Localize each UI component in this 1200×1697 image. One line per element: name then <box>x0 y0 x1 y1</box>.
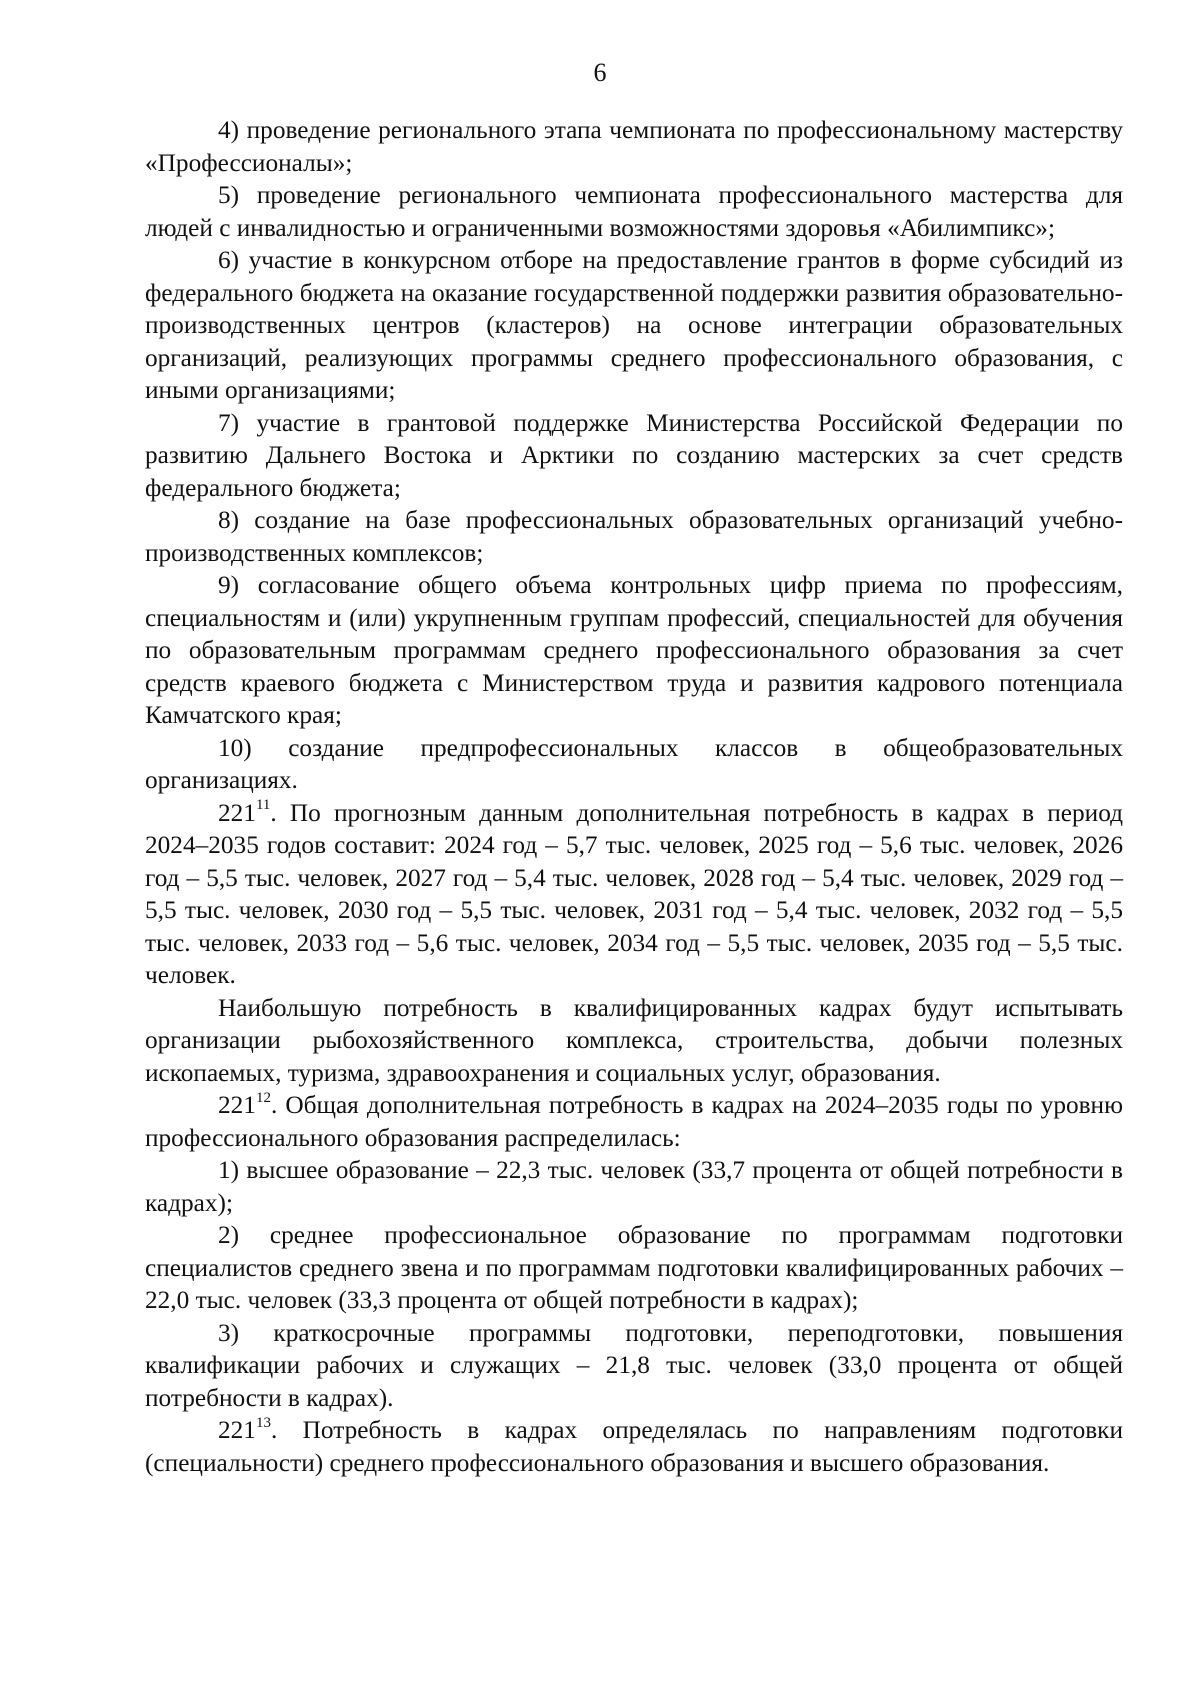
page-number: 6 <box>593 58 607 87</box>
paragraph-text: 5) проведение регионального чемпионата профессионального мастерства для людей с инвалидностью и ограниченными возможностями здоровья «Абилимпикс»; <box>145 181 1123 242</box>
paragraph-text: 3) краткосрочные программы подготовки, переподготовки, повышения квалификации рабочих и служащих – 21,8 тыс. человек (33,0 процента от общей потребности в кадрах). <box>145 1318 1123 1412</box>
paragraph-text: . Общая дополнительная потребность в кадрах на 2024–2035 годы по уровню профессионального образования распределилась: <box>145 1091 1123 1152</box>
document-body <box>145 114 1123 1479</box>
paragraph-item-6 <box>145 244 1123 407</box>
paragraph-221-12 <box>145 1089 1123 1154</box>
paragraph-item-8 <box>145 504 1123 569</box>
paragraph-221-13 <box>145 1414 1123 1479</box>
paragraph-text: . По прогнозным данным дополнительная потребность в кадрах в период 2024–2035 годов составит: 2024 год – 5,7 тыс. человек, 2025 год – 5,6 тыс. человек, 2026 год – 5,5 тыс. человек, 2027 год – 5,4 тыс. человек, 2028 год – 5,4 тыс. человек, 2029 год – 5,5 тыс. человек, 2030 год – 5,5 тыс. человек, 2031 год – 5,4 тыс. человек, 2032 год – 5,5 тыс. человек, 2033 год – 5,6 тыс. человек, 2034 год – 5,5 тыс. человек, 2035 год – 5,5 тыс. человек. <box>145 798 1123 989</box>
paragraph-item-9 <box>145 569 1123 732</box>
section-number: 221 <box>218 1091 256 1119</box>
paragraph-text: 4) проведение регионального этапа чемпионата по профессиональному мастерству «Профессионалы»; <box>145 116 1123 177</box>
paragraph-text: 2) среднее профессиональное образование по программам подготовки специалистов среднего звена и по программам подготовки квалифицированных рабочих – 22,0 тыс. человек (33,3 процента от общей потребности в кадрах); <box>145 1221 1123 1314</box>
section-superscript: 12 <box>255 1089 271 1106</box>
paragraph-level-1 <box>145 1154 1123 1219</box>
paragraph-text: 9) согласование общего объема контрольных цифр приема по профессиям, специальностям и (или) укрупненным группам профессий, специальностей для обучения по образовательным программам среднего профессионального образования за счет средств краевого бюджета с Министерством труда и развития кадрового потенциала Камчатского края; <box>145 571 1123 729</box>
paragraph-text: 7) участие в грантовой поддержке Министерства Российской Федерации по развитию Дальнего Востока и Арктики по созданию мастерских за счет средств федерального бюджета; <box>145 408 1123 502</box>
paragraph-text: 1) высшее образование – 22,3 тыс. человек (33,7 процента от общей потребности в кадрах); <box>145 1156 1123 1217</box>
paragraph-item-4 <box>145 114 1123 179</box>
paragraph-text: 8) создание на базе профессиональных образовательных организаций учебно-производственных комплексов; <box>145 506 1123 567</box>
paragraph-text: Наибольшую потребность в квалифицированных кадрах будут испытывать организации рыбохозяйственного комплекса, строительства, добычи полезных ископаемых, туризма, здравоохранения и социальных услуг, образования. <box>145 993 1123 1087</box>
paragraph-level-2 <box>145 1219 1123 1317</box>
paragraph-221-11 <box>145 797 1123 992</box>
paragraph-item-7 <box>145 407 1123 505</box>
paragraph-item-10 <box>145 732 1123 797</box>
paragraph-text: . Потребность в кадрах определялась по направлениям подготовки (специальности) среднего профессионального образования и высшего образования. <box>145 1416 1123 1477</box>
section-number: 221 <box>218 798 256 827</box>
paragraph-text: 10) создание предпрофессиональных классов в общеобразовательных организациях. <box>145 733 1123 794</box>
section-superscript: 13 <box>255 1414 271 1431</box>
section-superscript: 11 <box>255 797 271 814</box>
paragraph-text: 6) участие в конкурсном отборе на предоставление грантов в форме субсидий из федерального бюджета на оказание государственной поддержки развития образовательно-производственных центров (кластеров) на основе интеграции образовательных организаций, реализующих программы среднего профессионального образования, с иными организациями; <box>145 246 1123 404</box>
paragraph-level-3 <box>145 1317 1123 1415</box>
paragraph-item-5 <box>145 179 1123 244</box>
paragraph-demand <box>145 992 1123 1090</box>
section-number: 221 <box>218 1416 256 1444</box>
